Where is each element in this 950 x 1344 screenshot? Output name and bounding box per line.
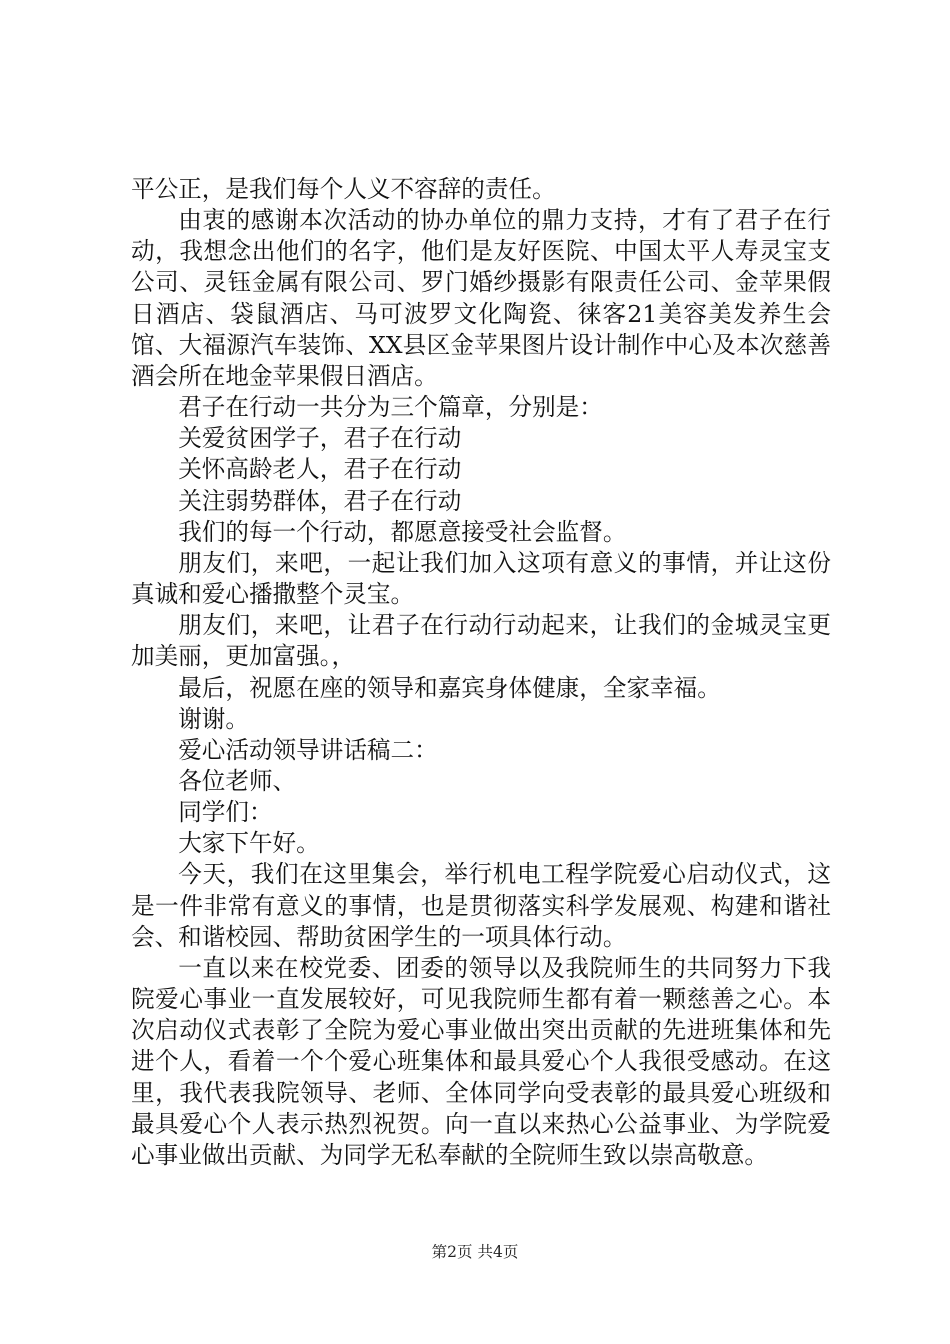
paragraph-8: 朋友们，来吧，一起让我们加入这项有意义的事情，并让这份真诚和爱心播撒整个灵宝。 bbox=[131, 548, 831, 609]
paragraph-6: 关注弱势群体，君子在行动 bbox=[178, 486, 462, 515]
document-body bbox=[131, 174, 831, 1171]
paragraph-5: 关怀高龄老人，君子在行动 bbox=[178, 455, 462, 484]
paragraph-12: 爱心活动领导讲话稿二： bbox=[178, 735, 438, 764]
paragraph-4: 关爱贫困学子，君子在行动 bbox=[178, 424, 462, 453]
paragraph-1: 平公正，是我们每个人义不容辞的责任。 bbox=[131, 175, 556, 203]
paragraph-14: 同学们： bbox=[178, 798, 273, 827]
paragraph-15: 大家下午好。 bbox=[178, 829, 320, 858]
paragraph-17: 一直以来在校党委、团委的领导以及我院师生的共同努力下我院爱心事业一直发展较好，可见我院师生都有着一颗慈善之心。本次启动仪式表彰了全院为爱心事业做出突出贡献的先进班集体和先进个人，看着一个个爱心班集体和最具爱心个人我很受感动。在这里，我代表我院领导、老师、全体同学向受表彰的最具爱心班级和最具爱心个人表示热烈祝贺。向一直以来热心公益事业、为学院爱心事业做出贡献、为同学无私奉献的全院师生致以崇高敬意。 bbox=[131, 953, 831, 1169]
paragraph-7: 我们的每一个行动，都愿意接受社会监督。 bbox=[178, 517, 627, 546]
paragraph-9: 朋友们，来吧，让君子在行动行动起来，让我们的金城灵宝更加美丽，更加富强。， bbox=[131, 611, 831, 671]
page-number-label: 第2页 共4页 bbox=[431, 1243, 519, 1261]
page-footer bbox=[0, 1242, 950, 1262]
paragraph-2: 由衷的感谢本次活动的协办单位的鼎力支持，才有了君子在行动，我想念出他们的名字，他们是友好医院、中国太平人寿灵宝支公司、灵钰金属有限公司、罗门婚纱摄影有限责任公司、金苹果假日酒店、袋鼠酒店、马可波罗文化陶瓷、徕客21美容美发养生会馆、大福源汽车装饰、XX县区金苹果图片设计制作中心及本次慈善酒会所在地金苹果假日酒店。 bbox=[131, 206, 831, 390]
paragraph-13: 各位老师、 bbox=[178, 766, 297, 795]
paragraph-3: 君子在行动一共分为三个篇章，分别是： bbox=[178, 393, 603, 422]
paragraph-10: 最后，祝愿在座的领导和嘉宾身体健康，全家幸福。 bbox=[178, 673, 721, 702]
paragraph-11: 谢谢。 bbox=[178, 704, 249, 733]
paragraph-16: 今天，我们在这里集会，举行机电工程学院爱心启动仪式，这是一件非常有意义的事情，也是贯彻落实科学发展观、构建和谐社会、和谐校园、帮助贫困学生的一项具体行动。 bbox=[131, 860, 831, 951]
